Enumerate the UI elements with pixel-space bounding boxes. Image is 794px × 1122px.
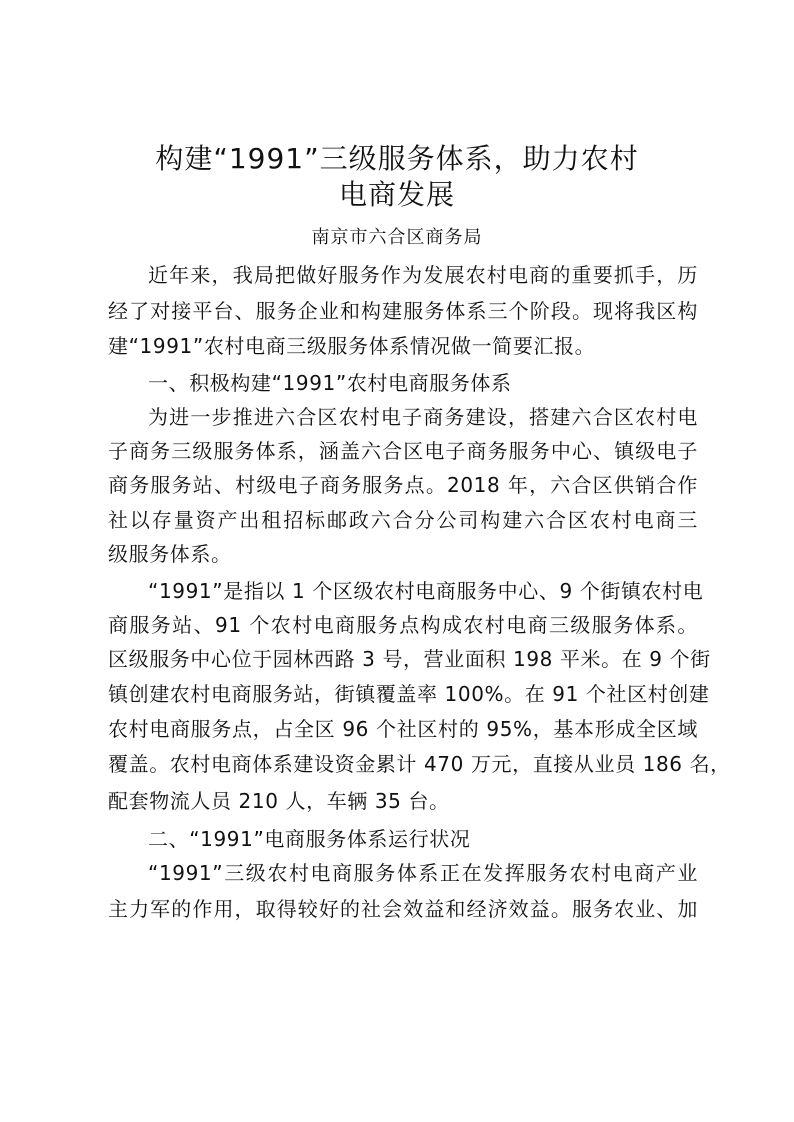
section-heading-1: 一、积极构建“1991”农村电商服务体系 xyxy=(148,371,512,395)
paragraph-4-line-2: 主力军的作用，取得较好的社会效益和经济效益。服务农业、加 xyxy=(108,897,698,921)
paragraph-3-line-4: 镇创建农村电商服务站，街镇覆盖率 100%。在 91 个社区村创建 xyxy=(108,682,710,706)
paragraph-3-line-7: 配套物流人员 210 人，车辆 35 台。 xyxy=(108,789,450,813)
paragraph-1-line-2: 经了对接平台、服务企业和构建服务体系三个阶段。现将我区构 xyxy=(108,299,698,323)
paragraph-2-line-1: 为进一步推进六合区农村电子商务建设，搭建六合区农村电 xyxy=(148,405,698,429)
document-title-line-1: 构建“1991”三级服务体系，助力农村 xyxy=(155,142,639,175)
paragraph-3-line-6: 覆盖。农村电商体系建设资金累计 470 万元，直接从业员 186 名， xyxy=(108,752,731,776)
paragraph-2-line-4: 社以存量资产出租招标邮政六合分公司构建六合区农村电商三 xyxy=(108,508,698,532)
section-heading-2: 二、“1991”电商服务体系运行状况 xyxy=(148,827,471,851)
paragraph-1-line-3: 建“1991”农村电商三级服务体系情况做一简要汇报。 xyxy=(108,334,596,358)
paragraph-3-line-2: 商服务站、91 个农村电商服务点构成农村电商三级服务体系。 xyxy=(108,613,698,637)
paragraph-3-line-1: “1991”是指以 1 个区级农村电商服务中心、9 个街镇农村电 xyxy=(148,579,704,603)
document-author: 南京市六合区商务局 xyxy=(311,227,483,248)
paragraph-2-line-2: 子商务三级服务体系，涵盖六合区电子商务服务中心、镇级电子 xyxy=(108,439,698,463)
paragraph-3-line-5: 农村电商服务点，占全区 96 个社区村的 95%，基本形成全区域 xyxy=(108,717,698,741)
paragraph-2-line-3: 商务服务站、村级电子商务服务点。2018 年，六合区供销合作 xyxy=(108,473,698,497)
document-title-line-2: 电商发展 xyxy=(338,178,455,211)
paragraph-2-line-5: 级服务体系。 xyxy=(108,542,232,566)
paragraph-4-line-1: “1991”三级农村电商服务体系正在发挥服务农村电商产业 xyxy=(148,861,698,885)
paragraph-3-line-3: 区级服务中心位于园林西路 3 号，营业面积 198 平米。在 9 个街 xyxy=(108,647,711,671)
paragraph-1-line-1: 近年来，我局把做好服务作为发展农村电商的重要抓手，历 xyxy=(148,263,698,287)
